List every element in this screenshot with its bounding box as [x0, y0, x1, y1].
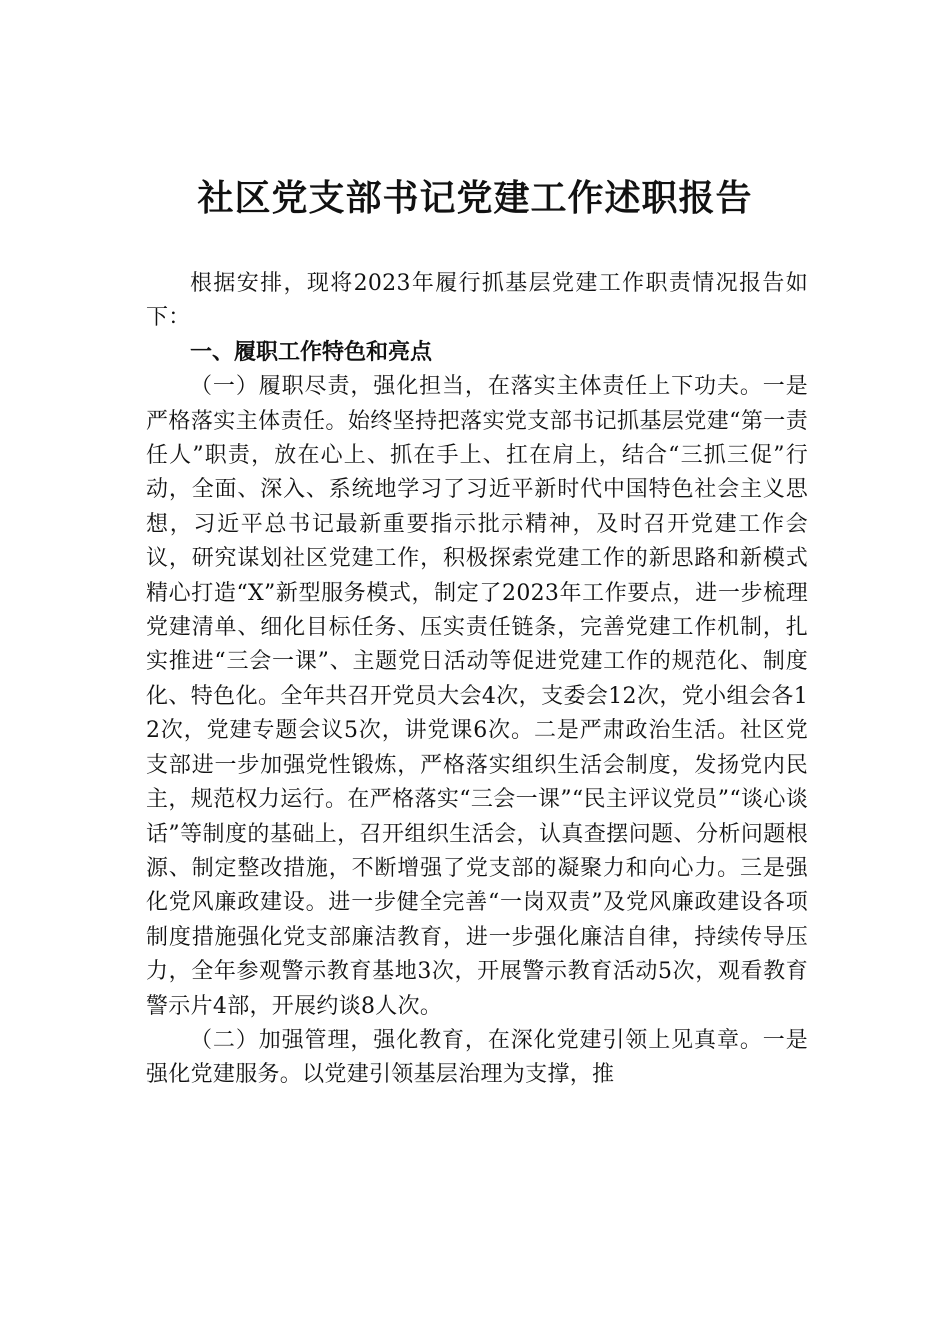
subsection-1-title: （一）履职尽责，强化担当，在落实主体责任上下功夫。 — [190, 374, 763, 400]
subsection-1-paragraph — [146, 370, 808, 1024]
subsection-1-body: 一是严格落实主体责任。始终坚持把落实党支部书记抓基层党建“第一责任人”职责，放在心上、抓在手上、扛在肩上，结合“三抓三促”行动，全面、深入、系统地学习了习近平新时代中国特色社会主义思想，习近平总书记最新重要指示批示精神，及时召开党建工作会议，研究谋划社区党建工作，积极探索党建工作的新思路和新模式精心打造“X”新型服务模式，制定了2023年工作要点，进一步梳理党建清单、细化目标任务、压实责任链条，完善党建工作机制，扎实推进“三会一课”、主题党日活动等促进党建工作的规范化、制度化、特色化。全年共召开党员大会4次，支委会12次，党小组会各12次，党建专题会议5次，讲党课6次。二是严肃政治生活。社区党支部进一步加强党性锻炼，严格落实组织生活会制度，发扬党内民主，规范权力运行。在严格落实“三会一课”“民主评议党员”“谈心谈话”等制度的基础上，召开组织生活会，认真查摆问题、分析问题根源、制定整改措施，不断增强了党支部的凝聚力和向心力。三是强化党风廉政建设。进一步健全完善“一岗双责”及党风廉政建设各项制度措施强化党支部廉洁教育，进一步强化廉洁自律，持续传导压力，全年参观警示教育基地3次，开展警示教育活动5次，观看教育警示片4部，开展约谈8人次。 — [146, 374, 808, 1019]
document-body — [146, 267, 808, 1093]
subsection-2-paragraph — [146, 1024, 808, 1093]
subsection-2-title: （二）加强管理，强化教育，在深化党建引领上见真章。 — [190, 1027, 763, 1053]
document-title: 社区党支部书记党建工作述职报告 — [197, 177, 753, 219]
intro-paragraph: 根据安排，现将2023年履行抓基层党建工作职责情况报告如下： — [146, 271, 808, 331]
subsection-2-body: 一是强化党建服务。以党建引领基层治理为支撑，推 — [146, 1027, 808, 1088]
section-heading-1: 一、履职工作特色和亮点 — [190, 339, 433, 365]
